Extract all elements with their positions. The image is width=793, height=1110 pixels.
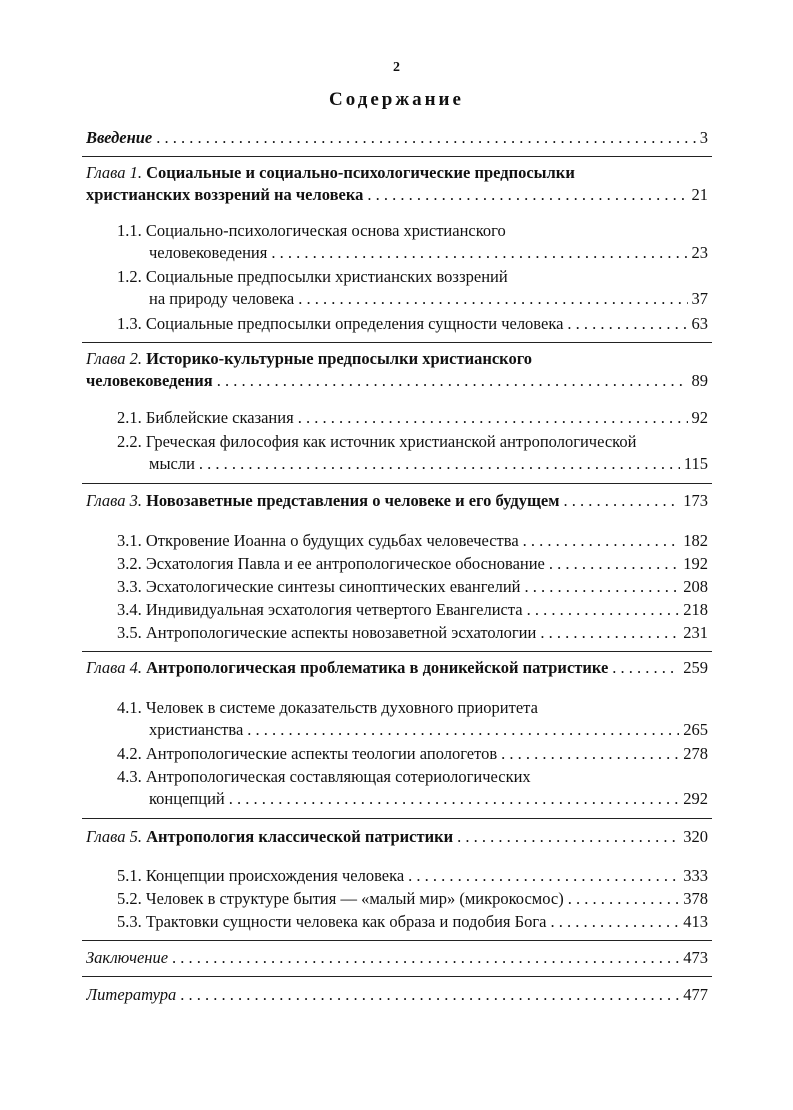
section-1-1-line1: Социально-психологическая основа христианского <box>145 221 506 240</box>
section-4-2-line1: Антропологические аспекты теологии апологетов <box>145 744 498 763</box>
page-number: 2 <box>393 60 400 75</box>
divider <box>82 940 712 941</box>
toc-section-1-2: 1.2. Социальные предпосылки христианских воззрений на природу человека . . . 37 <box>117 266 708 310</box>
toc-section-5-3: 5.3. Трактовки сущности человека как образа и подобия Бога . . . 413 <box>117 911 708 933</box>
chapter-4-page: 259 <box>683 658 708 677</box>
section-5-1-page: 333 <box>683 866 708 885</box>
divider <box>82 156 712 157</box>
toc-section-4-1: 4.1. Человек в системе доказательств духовного приоритета христианства . . . 265 <box>117 697 708 741</box>
chapter-2-title-line2: человековедения <box>86 371 213 390</box>
section-1-1-line2: человековедения <box>149 243 268 262</box>
toc-chapter-3 <box>86 490 708 512</box>
leader-dots <box>271 242 687 264</box>
section-3-2-page: 192 <box>683 554 708 573</box>
chapter-2-label: Глава 2. <box>86 349 142 368</box>
section-4-2-page: 278 <box>683 744 708 763</box>
leader-dots <box>567 313 687 335</box>
toc-section-5-2: 5.2. Человек в структуре бытия — «малый мир» (микрокосмос) . . . 378 <box>117 888 708 910</box>
toc-section-5-1: 5.1. Концепции происхождения человека . . . 333 <box>117 865 708 887</box>
leader-dots <box>199 453 680 475</box>
section-5-3-line1: Трактовки сущности человека как образа и подобия Бога <box>145 912 547 931</box>
leader-dots <box>525 576 680 598</box>
section-2-2-line2: мысли <box>149 454 195 473</box>
toc-chapter-4 <box>86 657 708 679</box>
leader-dots <box>612 657 679 679</box>
chapter-1-page: 21 <box>691 185 708 204</box>
section-4-1-page: 265 <box>683 720 708 739</box>
divider <box>82 818 712 819</box>
chapter-5-title-line1: Антропология классической патристики <box>146 827 454 846</box>
toc-section-3-1: 3.1. Откровение Иоанна о будущих судьбах человечества . . . 182 <box>117 530 708 552</box>
leader-dots <box>523 530 680 552</box>
leader-dots <box>298 288 687 310</box>
section-4-3-page: 292 <box>683 789 708 808</box>
section-1-2-line2: на природу человека <box>149 289 295 308</box>
toc-section-3-4: 3.4. Индивидуальная эсхатология четвертого Евангелиста . . . 218 <box>117 599 708 621</box>
section-5-1-line1: Концепции происхождения человека <box>145 866 405 885</box>
chapter-1-title-line1: Социальные и социально-психологические предпосылки <box>146 163 575 182</box>
leader-dots <box>550 911 679 933</box>
leader-dots <box>549 553 679 575</box>
section-4-1-line2: христианства <box>149 720 244 739</box>
section-2-2-line1: Греческая философия как источник христианской антропологической <box>145 432 637 451</box>
chapter-3-title-line1: Новозаветные представления о человеке и его будущем <box>146 491 560 510</box>
toc-section-2-1: 2.1. Библейские сказания . . . 92 <box>117 407 708 429</box>
section-2-1-page: 92 <box>691 408 708 427</box>
toc-chapter-2 <box>86 348 708 392</box>
toc-literature <box>86 984 708 1006</box>
toc-intro-label: Введение <box>86 128 153 147</box>
toc-conclusion-label: Заключение <box>86 948 169 967</box>
toc-chapter-5 <box>86 826 708 848</box>
toc-intro <box>86 127 708 149</box>
leader-dots <box>568 888 680 910</box>
leader-dots <box>540 622 679 644</box>
chapter-3-label: Глава 3. <box>86 491 142 510</box>
leader-dots <box>217 370 688 392</box>
toc-section-2-2: 2.2. Греческая философия как источник христианской антропологической мысли . . . 115 <box>117 431 708 475</box>
chapter-3-page: 173 <box>683 491 708 510</box>
leader-dots <box>457 826 679 848</box>
section-3-4-page: 218 <box>683 600 708 619</box>
leader-dots <box>180 984 679 1006</box>
leader-dots <box>527 599 680 621</box>
leader-dots <box>229 788 680 810</box>
chapter-4-title-line1: Антропологическая проблематика в доникейской патристике <box>146 658 609 677</box>
section-4-3-line1: Антропологическая составляющая сотериологических <box>145 767 531 786</box>
leader-dots <box>563 490 679 512</box>
toc-section-3-3: 3.3. Эсхатологические синтезы синоптических евангелий . . . 208 <box>117 576 708 598</box>
toc-literature-page: 477 <box>683 985 708 1004</box>
divider <box>82 651 712 652</box>
section-2-1-line1: Библейские сказания <box>145 408 294 427</box>
toc-intro-page: 3 <box>699 128 708 147</box>
toc-section-1-1: 1.1. Социально-психологическая основа христианского человековедения . . . 23 <box>117 220 708 264</box>
divider <box>82 342 712 343</box>
page-title: Содержание <box>329 89 464 110</box>
chapter-2-page: 89 <box>691 371 708 390</box>
divider <box>82 483 712 484</box>
leader-dots <box>156 127 695 149</box>
section-3-1-line1: Откровение Иоанна о будущих судьбах человечества <box>145 531 519 550</box>
toc-conclusion-page: 473 <box>683 948 708 967</box>
leader-dots <box>298 407 688 429</box>
divider <box>82 976 712 977</box>
toc-chapter-1 <box>86 162 708 206</box>
toc-section-1-3: 1.3. Социальные предпосылки определения сущности человека . . . 63 <box>117 313 708 335</box>
toc-literature-label: Литература <box>86 985 177 1004</box>
leader-dots <box>367 184 687 206</box>
chapter-2-title-line1: Историко-культурные предпосылки христианского <box>146 349 533 368</box>
chapter-5-page: 320 <box>683 827 708 846</box>
section-3-4-line1: Индивидуальная эсхатология четвертого Евангелиста <box>145 600 523 619</box>
section-5-3-page: 413 <box>683 912 708 931</box>
section-3-5-page: 231 <box>683 623 708 642</box>
chapter-1-title-line2: христианских воззрений на человека <box>86 185 364 204</box>
toc-conclusion <box>86 947 708 969</box>
toc-section-4-3: 4.3. Антропологическая составляющая сотериологических концепций . . . 292 <box>117 766 708 810</box>
section-3-3-page: 208 <box>683 577 708 596</box>
section-3-5-line1: Антропологические аспекты новозаветной эсхатологии <box>145 623 537 642</box>
leader-dots <box>501 743 679 765</box>
section-1-3-line1: Социальные предпосылки определения сущности человека <box>145 314 564 333</box>
section-2-2-page: 115 <box>683 454 708 473</box>
section-4-3-line2: концепций <box>149 789 225 808</box>
leader-dots <box>247 719 679 741</box>
section-1-2-line1: Социальные предпосылки христианских воззрений <box>145 267 508 286</box>
toc-section-4-2: 4.2. Антропологические аспекты теологии апологетов . . . 278 <box>117 743 708 765</box>
chapter-4-label: Глава 4. <box>86 658 142 677</box>
toc-section-3-2: 3.2. Эсхатология Павла и ее антропологическое обоснование . . . 192 <box>117 553 708 575</box>
section-1-1-page: 23 <box>691 243 708 262</box>
section-3-2-line1: Эсхатология Павла и ее антропологическое обоснование <box>145 554 545 573</box>
toc-section-3-5: 3.5. Антропологические аспекты новозаветной эсхатологии . . . 231 <box>117 622 708 644</box>
leader-dots <box>408 865 679 887</box>
section-1-2-page: 37 <box>691 289 708 308</box>
section-3-3-line1: Эсхатологические синтезы синоптических евангелий <box>145 577 521 596</box>
section-4-1-line1: Человек в системе доказательств духовного приоритета <box>145 698 538 717</box>
section-3-1-page: 182 <box>683 531 708 550</box>
chapter-5-label: Глава 5. <box>86 827 142 846</box>
section-5-2-page: 378 <box>683 889 708 908</box>
section-5-2-line1: Человек в структуре бытия — «малый мир» (микрокосмос) <box>145 889 564 908</box>
chapter-1-label: Глава 1. <box>86 163 142 182</box>
section-1-3-page: 63 <box>691 314 708 333</box>
leader-dots <box>172 947 679 969</box>
